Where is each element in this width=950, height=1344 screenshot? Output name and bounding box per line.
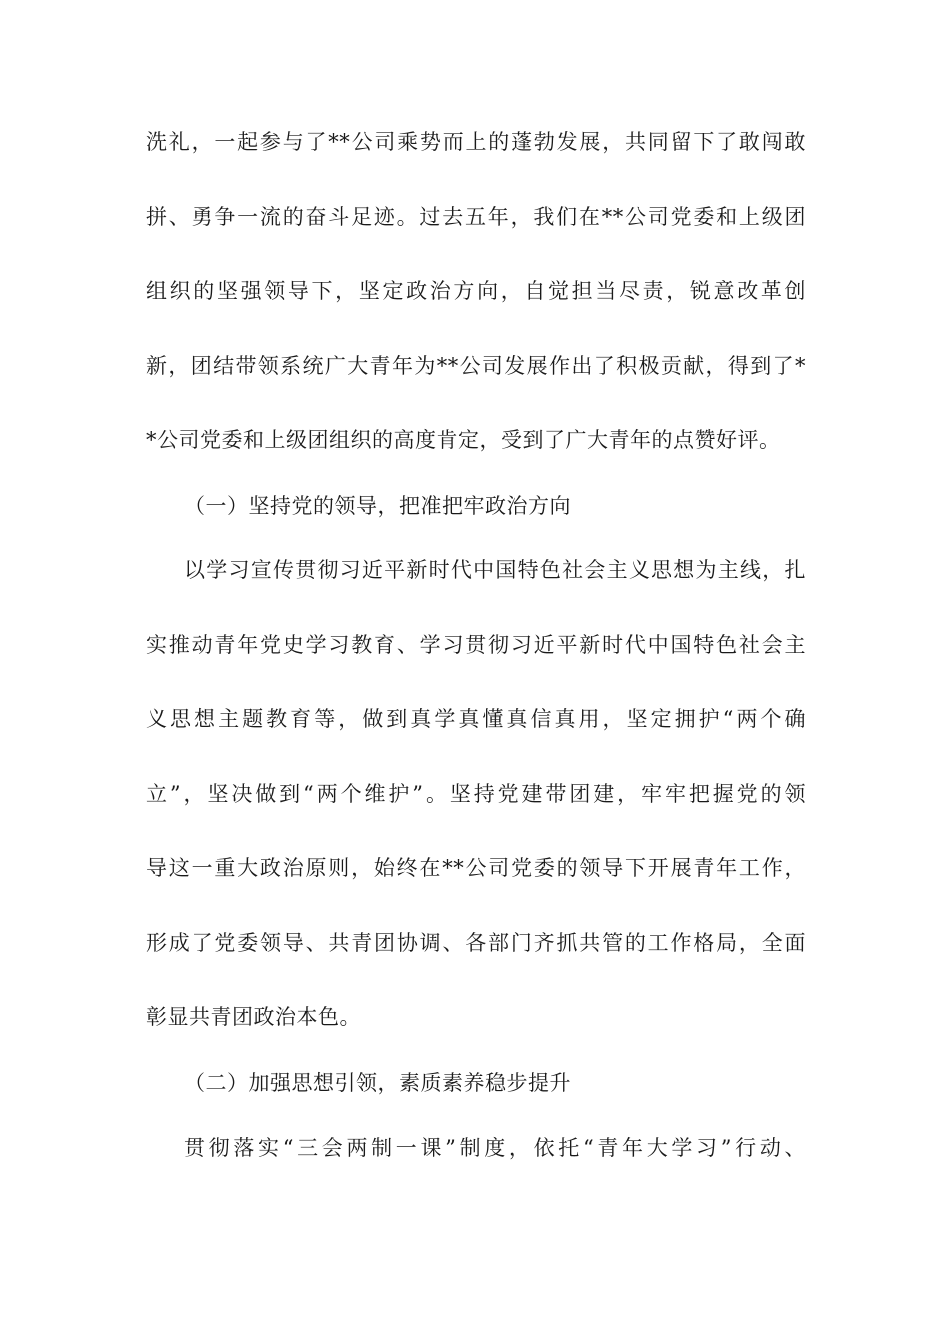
section-heading-1: （一）坚持党的领导，把准把牢政治方向 (184, 494, 571, 518)
paragraph-2-line-2: 实推动青年党史学习教育、学习贯彻习近平新时代中国特色社会主 (146, 633, 806, 657)
paragraph-2-line-3: 义思想主题教育等，做到真学真懂真信真用，坚定拥护“两个确 (146, 707, 806, 731)
paragraph-2-line-7: 彰显共青团政治本色。 (146, 1005, 361, 1029)
paragraph-2-line-1: 以学习宣传贯彻习近平新时代中国特色社会主义思想为主线，扎 (184, 558, 806, 582)
paragraph-1-line-1: 洗礼，一起参与了**公司乘势而上的蓬勃发展，共同留下了敢闯敢 (146, 130, 806, 154)
paragraph-2-line-6: 形成了党委领导、共青团协调、各部门齐抓共管的工作格局，全面 (146, 931, 806, 955)
paragraph-1-line-3: 组织的坚强领导下，坚定政治方向，自觉担当尽责，锐意改革创 (146, 279, 806, 303)
paragraph-1-line-4: 新，团结带领系统广大青年为**公司发展作出了积极贡献，得到了* (146, 354, 806, 378)
paragraph-3-line-1: 贯彻落实“三会两制一课”制度，依托“青年大学习”行动、 (184, 1136, 806, 1160)
section-heading-2: （二）加强思想引领，素质素养稳步提升 (184, 1071, 571, 1095)
paragraph-2-line-4: 立”，坚决做到“两个维护”。坚持党建带团建，牢牢把握党的领 (146, 782, 806, 806)
paragraph-2-line-5: 导这一重大政治原则，始终在**公司党委的领导下开展青年工作， (146, 856, 806, 880)
paragraph-1-line-2: 拼、勇争一流的奋斗足迹。过去五年，我们在**公司党委和上级团 (146, 205, 806, 229)
paragraph-1-line-5: *公司党委和上级团组织的高度肯定，受到了广大青年的点赞好评。 (146, 428, 781, 452)
